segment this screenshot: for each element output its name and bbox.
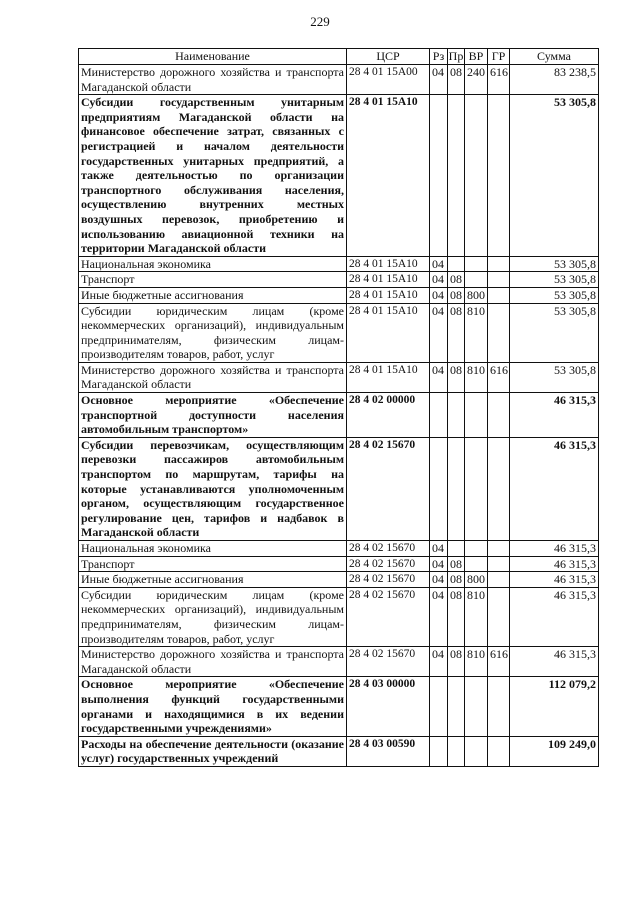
row-pr: 08 [448,65,465,95]
row-csr: 28 4 03 00000 [347,677,430,736]
row-name: Субсидии юридическим лицам (кроме некоммерческих организаций), индивидуальным предпринимателям, физическим лицам-производителям товаров, работ, услуг [79,303,347,362]
row-csr: 28 4 02 15670 [347,437,430,540]
table-row [79,647,599,677]
row-name: Министерство дорожного хозяйства и транспорта Магаданской области [79,362,347,392]
row-gr [488,272,510,288]
row-name: Национальная экономика [79,541,347,557]
row-vr [465,95,488,257]
header-rz: Рз [430,49,448,65]
row-gr: 616 [488,362,510,392]
row-pr: 08 [448,572,465,588]
table-row [79,556,599,572]
row-sum: 53 305,8 [510,256,599,272]
row-csr: 28 4 02 15670 [347,647,430,677]
row-gr [488,303,510,362]
table-row [79,362,599,392]
row-vr: 240 [465,65,488,95]
row-gr [488,256,510,272]
row-sum: 53 305,8 [510,95,599,257]
row-vr: 810 [465,303,488,362]
row-rz: 04 [430,647,448,677]
header-name: Наименование [79,49,347,65]
row-csr: 28 4 01 15А10 [347,272,430,288]
row-sum: 112 079,2 [510,677,599,736]
table-row [79,541,599,557]
page-number: 229 [310,14,330,29]
row-rz [430,95,448,257]
row-sum: 46 315,3 [510,556,599,572]
table-row [79,95,599,257]
row-csr: 28 4 01 15А10 [347,95,430,257]
row-csr: 28 4 01 15А10 [347,362,430,392]
row-vr [465,556,488,572]
row-gr [488,677,510,736]
row-pr [448,541,465,557]
row-rz [430,736,448,766]
header-sum: Сумма [510,49,599,65]
row-name: Иные бюджетные ассигнования [79,287,347,303]
row-rz: 04 [430,65,448,95]
row-csr: 28 4 02 15670 [347,587,430,646]
row-rz: 04 [430,287,448,303]
row-name: Министерство дорожного хозяйства и транспорта Магаданской области [79,647,347,677]
row-rz [430,393,448,438]
row-vr: 810 [465,362,488,392]
table-row [79,256,599,272]
row-csr: 28 4 01 15А10 [347,256,430,272]
budget-table [78,48,599,767]
table-row [79,65,599,95]
row-vr: 800 [465,287,488,303]
row-sum: 46 315,3 [510,647,599,677]
header-vr: ВР [465,49,488,65]
row-sum: 46 315,3 [510,437,599,540]
row-sum: 46 315,3 [510,541,599,557]
row-csr: 28 4 01 15А10 [347,287,430,303]
row-name: Основное мероприятие «Обеспечение выполнения функций государственными органами и находящимися в их ведении государственными учреждениями» [79,677,347,736]
row-csr: 28 4 01 15А00 [347,65,430,95]
row-name: Основное мероприятие «Обеспечение транспортной доступности населения автомобильным транспортом» [79,393,347,438]
row-vr: 810 [465,647,488,677]
row-pr: 08 [448,287,465,303]
table-row [79,272,599,288]
row-name: Национальная экономика [79,256,347,272]
table-header [79,49,599,65]
row-sum: 53 305,8 [510,287,599,303]
row-gr [488,736,510,766]
row-sum: 53 305,8 [510,272,599,288]
row-rz: 04 [430,256,448,272]
row-name: Субсидии юридическим лицам (кроме некоммерческих организаций), индивидуальным предпринимателям, физическим лицам-производителям товаров, работ, услуг [79,587,347,646]
row-vr [465,736,488,766]
row-rz: 04 [430,572,448,588]
row-rz: 04 [430,362,448,392]
row-gr [488,393,510,438]
row-pr: 08 [448,647,465,677]
table-row [79,393,599,438]
row-name: Транспорт [79,556,347,572]
header-csr: ЦСР [347,49,430,65]
row-gr: 616 [488,647,510,677]
row-gr [488,437,510,540]
row-name: Транспорт [79,272,347,288]
row-csr: 28 4 01 15А10 [347,303,430,362]
row-gr [488,556,510,572]
row-pr [448,736,465,766]
row-gr [488,587,510,646]
row-pr [448,437,465,540]
row-vr: 810 [465,587,488,646]
row-vr [465,272,488,288]
row-pr: 08 [448,303,465,362]
row-vr [465,677,488,736]
table-body [79,65,599,767]
row-name: Министерство дорожного хозяйства и транспорта Магаданской области [79,65,347,95]
row-rz: 04 [430,556,448,572]
row-sum: 53 305,8 [510,303,599,362]
header-pr: Пр [448,49,464,63]
header-row [79,49,599,65]
row-sum: 109 249,0 [510,736,599,766]
row-rz: 04 [430,541,448,557]
table-row [79,437,599,540]
row-pr: 08 [448,587,465,646]
row-vr [465,256,488,272]
row-name: Иные бюджетные ассигнования [79,572,347,588]
table-row [79,677,599,736]
row-pr [448,95,465,257]
table-row [79,736,599,766]
row-rz: 04 [430,303,448,362]
row-csr: 28 4 02 15670 [347,541,430,557]
row-sum: 46 315,3 [510,393,599,438]
table-row [79,587,599,646]
row-gr [488,541,510,557]
header-gr: ГР [488,49,510,65]
row-gr [488,287,510,303]
row-vr: 800 [465,572,488,588]
row-csr: 28 4 02 15670 [347,572,430,588]
row-csr: 28 4 02 00000 [347,393,430,438]
row-name: Субсидии перевозчикам, осуществляющим перевозки пассажиров автомобильным транспортом по маршрутам, тарифы на которые устанавливаются уполномоченным органом, осуществляющим государственное регулирование цен, тарифов и надбавок в Магаданской области [79,437,347,540]
row-rz: 04 [430,587,448,646]
row-name: Расходы на обеспечение деятельности (оказание услуг) государственных учреждений [79,736,347,766]
row-rz [430,677,448,736]
row-vr [465,541,488,557]
row-name: Субсидии государственным унитарным предприятиям Магаданской области на финансовое обеспечение затрат, связанных с регистрацией и началом деятельности государственных унитарных предприятий, а также деятельностью по организации транспортного обслуживания населения, осуществлению внутренних местных воздушных перевозок, приобретению и использованию авиационной техники на территории Магаданской области [79,95,347,257]
row-csr: 28 4 02 15670 [347,556,430,572]
row-vr [465,437,488,540]
row-sum: 46 315,3 [510,572,599,588]
row-rz [430,437,448,540]
row-pr: 08 [448,362,465,392]
table-row [79,572,599,588]
row-pr [448,393,465,438]
row-pr [448,677,465,736]
row-rz: 04 [430,272,448,288]
row-sum: 53 305,8 [510,362,599,392]
row-gr [488,95,510,257]
table-row [79,303,599,362]
row-pr: 08 [448,272,465,288]
table-row [79,287,599,303]
row-vr [465,393,488,438]
row-pr [448,256,465,272]
row-gr [488,572,510,588]
row-sum: 83 238,5 [510,65,599,95]
row-csr: 28 4 03 00590 [347,736,430,766]
row-sum: 46 315,3 [510,587,599,646]
row-gr: 616 [488,65,510,95]
row-pr: 08 [448,556,465,572]
